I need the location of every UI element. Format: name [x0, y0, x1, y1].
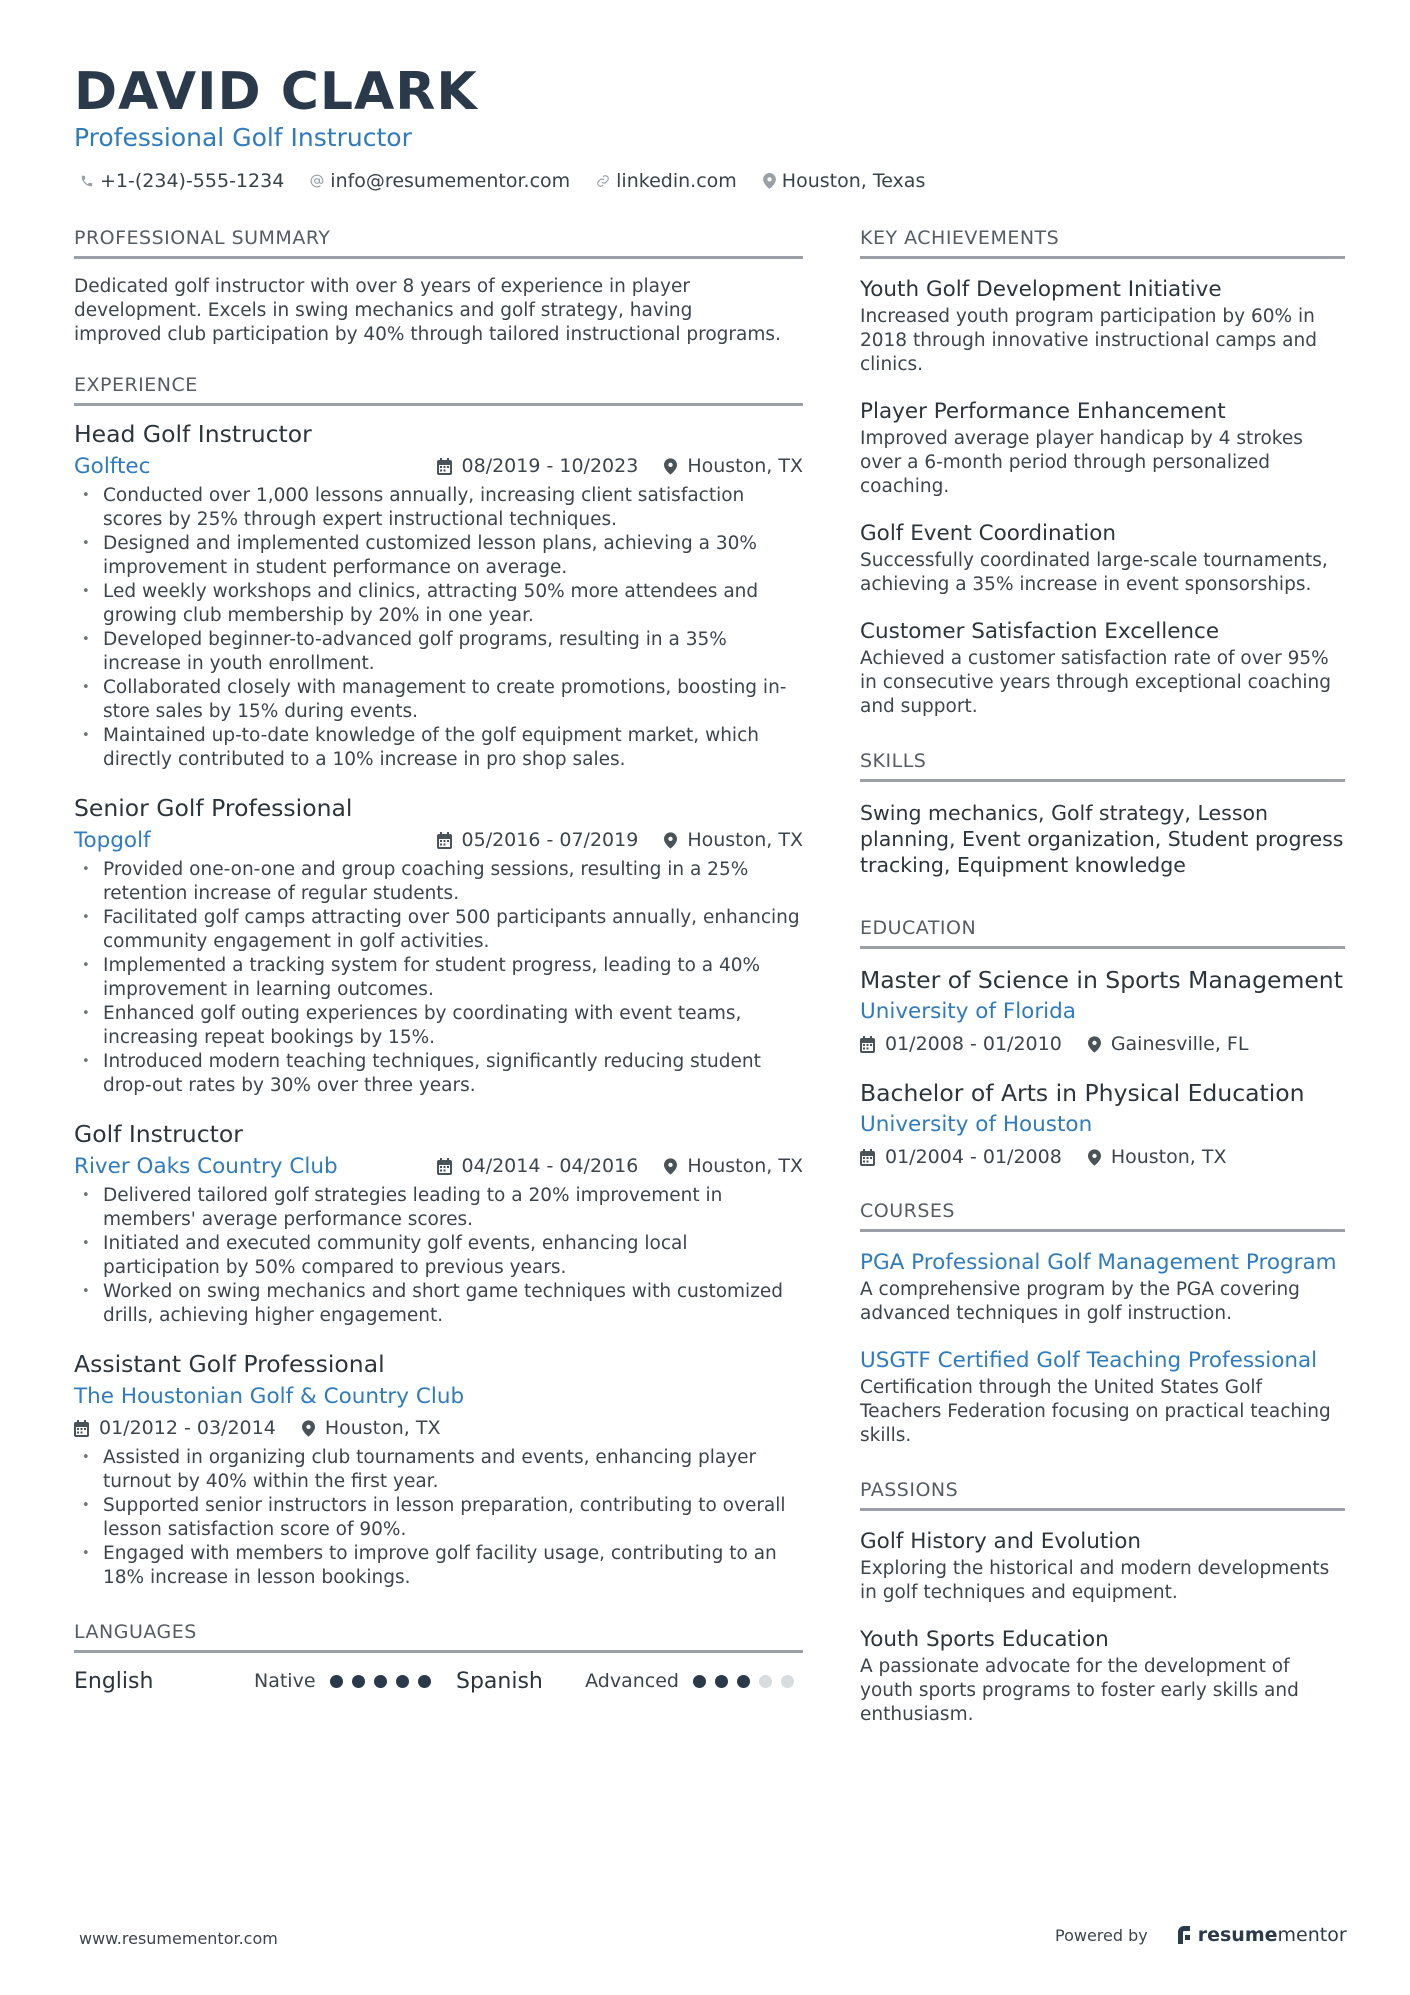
achievement-item: [860, 617, 1345, 719]
rating-dot-filled: [374, 1675, 387, 1688]
passion-item: [860, 1625, 1345, 1727]
job-dates-text: 05/2016 - 07/2019: [461, 829, 639, 851]
job-entry: [74, 1118, 803, 1328]
language-name: English: [74, 1668, 154, 1694]
passion-item: [860, 1527, 1345, 1605]
job-title: Senior Golf Professional: [74, 794, 353, 822]
footer-website[interactable]: www.resumementor.com: [79, 1929, 278, 1948]
bullet: • Facilitated golf camps attracting over 500 participants annually, enhancing community engagement in golf activities.: [74, 906, 803, 954]
languages-section: [74, 1620, 803, 1701]
education-location-text: Gainesville, FL: [1110, 1033, 1249, 1055]
skills-section: [860, 749, 1345, 878]
contact-location: [763, 170, 926, 192]
rating-dot-filled: [352, 1675, 365, 1688]
languages-list: [74, 1661, 803, 1701]
achievement-title: Golf Event Coordination: [860, 521, 1117, 546]
bullet: • Initiated and executed community golf events, enhancing local participation by 50% compared to previous years.: [74, 1232, 803, 1280]
job-title: Golf Instructor: [74, 1120, 243, 1148]
education-dates: [860, 1033, 1062, 1055]
rating-dot-filled: [396, 1675, 409, 1688]
bullet: • Enhanced golf outing experiences by coordinating with event teams, increasing repeat bookings by 15%.: [74, 1002, 803, 1050]
bullet: • Conducted over 1,000 lessons annually, increasing client satisfaction scores by 25% through expert instructional techniques.: [74, 484, 803, 532]
brand-rest: mentor: [1277, 1924, 1347, 1946]
email-text: info@resumementor.com: [330, 170, 571, 192]
bullet: • Led weekly workshops and clinics, attracting 50% more attendees and growing club membership by 20% in one year.: [74, 580, 803, 628]
map-pin-icon: [664, 458, 677, 475]
bullet: • Introduced modern teaching techniques, significantly reducing student drop-out rates by 30% over three years.: [74, 1050, 803, 1098]
rating-dot-filled: [693, 1675, 706, 1688]
achievement-text: Successfully coordinated large-scale tournaments, achieving a 35% increase in event sponsorships.: [860, 550, 1328, 595]
left-column: [74, 226, 803, 1701]
job-entry: [74, 1348, 803, 1590]
job-dates: [437, 1155, 639, 1177]
rating-dot-filled: [715, 1675, 728, 1688]
language-level: Advanced: [585, 1670, 679, 1692]
achievement-item: [860, 519, 1345, 597]
job-location: [664, 455, 803, 477]
rating-dot-empty: [759, 1675, 772, 1688]
education-dates-text: 01/2008 - 01/2010: [885, 1033, 1062, 1055]
course-title: PGA Professional Golf Management Program: [860, 1250, 1337, 1275]
calendar-icon: [437, 458, 452, 475]
job-location: [664, 1155, 803, 1177]
right-column: [860, 226, 1345, 1727]
job-company-line: [74, 824, 803, 856]
job-meta: [74, 1412, 803, 1444]
calendar-icon: [437, 832, 452, 849]
passion-text: A passionate advocate for the development of youth sports programs to foster early skills and enthusiasm.: [860, 1656, 1299, 1725]
candidate-name: DAVID CLARK: [74, 62, 478, 122]
skills-text: Swing mechanics, Golf strategy, Lesson planning, Event organization, Student progress tracking, Equipment knowledge: [860, 801, 1344, 877]
achievement-title: Player Performance Enhancement: [860, 399, 1226, 424]
education-school: University of Houston: [860, 1112, 1093, 1137]
language-rating: [693, 1675, 803, 1688]
rating-dot-filled: [737, 1675, 750, 1688]
passions-section: [860, 1478, 1345, 1727]
candidate-title: Professional Golf Instructor: [74, 123, 412, 152]
bullet: • Designed and implemented customized lesson plans, achieving a 30% improvement in student performance on average.: [74, 532, 803, 580]
course-title: USGTF Certified Golf Teaching Professional: [860, 1348, 1318, 1373]
passion-title: Youth Sports Education: [860, 1627, 1109, 1652]
job-location-text: Houston, TX: [324, 1417, 441, 1439]
map-pin-icon: [1088, 1149, 1101, 1166]
bullet: • Implemented a tracking system for student progress, leading to a 40% improvement in learning outcomes.: [74, 954, 803, 1002]
achievement-title: Customer Satisfaction Excellence: [860, 619, 1220, 644]
summary-section: [74, 226, 803, 347]
language-level: Native: [254, 1670, 316, 1692]
education-location: [1088, 1146, 1227, 1168]
job-meta: [437, 455, 803, 477]
contact-linkedin[interactable]: [596, 170, 737, 192]
calendar-icon: [74, 1420, 89, 1437]
location-text: Houston, Texas: [781, 170, 926, 192]
summary-heading: PROFESSIONAL SUMMARY: [74, 226, 803, 259]
job-title: Assistant Golf Professional: [74, 1350, 385, 1378]
calendar-icon: [437, 1158, 452, 1175]
company-name: The Houstonian Golf & Country Club: [74, 1383, 465, 1409]
passion-text: Exploring the historical and modern developments in golf techniques and equipment.: [860, 1558, 1330, 1603]
education-meta: [860, 1028, 1345, 1060]
job-bullets: [74, 858, 803, 1098]
education-degree: Bachelor of Arts in Physical Education: [860, 1079, 1305, 1107]
job-bullets: [74, 1184, 803, 1328]
education-school: University of Florida: [860, 999, 1076, 1024]
job-bullets: [74, 484, 803, 772]
courses-section: [860, 1199, 1345, 1448]
job-entry: [74, 792, 803, 1098]
achievement-item: [860, 397, 1345, 499]
rating-dot-empty: [781, 1675, 794, 1688]
summary-text: Dedicated golf instructor with over 8 years of experience in player development. Excels in swing mechanics and golf strategy, having improved club participation by 40% through tailored instructional programs.: [74, 276, 781, 345]
contact-bar: [80, 168, 951, 194]
powered-by-label: Powered by: [1055, 1925, 1148, 1945]
bullet: • Provided one-on-one and group coaching sessions, resulting in a 25% retention increase of regular students.: [74, 858, 803, 906]
achievements-heading: KEY ACHIEVEMENTS: [860, 226, 1345, 259]
calendar-icon: [860, 1149, 875, 1166]
education-item: [860, 1078, 1345, 1173]
education-item: [860, 965, 1345, 1060]
skills-heading: SKILLS: [860, 749, 1345, 782]
bullet: • Engaged with members to improve golf facility usage, contributing to an 18% increase in lesson bookings.: [74, 1542, 803, 1590]
job-location-text: Houston, TX: [687, 455, 803, 477]
map-pin-icon: [302, 1420, 315, 1437]
job-meta: [437, 1155, 803, 1177]
map-pin-icon: [664, 1158, 677, 1175]
education-degree: Master of Science in Sports Management: [860, 966, 1343, 994]
job-company-line: [74, 1380, 803, 1412]
brand-logo[interactable]: [1176, 1924, 1347, 1946]
bullet: • Collaborated closely with management to create promotions, boosting in-store sales by 15% during events.: [74, 676, 803, 724]
job-location-text: Houston, TX: [687, 829, 803, 851]
contact-email[interactable]: [310, 170, 570, 192]
language-item: [456, 1669, 803, 1694]
job-location: [302, 1417, 441, 1439]
experience-heading: EXPERIENCE: [74, 373, 803, 406]
job-dates: [74, 1417, 276, 1439]
language-rating: [330, 1675, 440, 1688]
bullet: • Assisted in organizing club tournaments and events, enhancing player turnout by 40% within the first year.: [74, 1446, 803, 1494]
job-location: [664, 829, 803, 851]
education-location: [1088, 1033, 1249, 1055]
education-location-text: Houston, TX: [1110, 1146, 1227, 1168]
achievement-text: Improved average player handicap by 4 strokes over a 6-month period through personalized coaching.: [860, 428, 1303, 497]
brand-bold: resume: [1197, 1924, 1278, 1946]
language-item: [74, 1669, 456, 1694]
job-dates: [437, 455, 639, 477]
bullet: • Maintained up-to-date knowledge of the golf equipment market, which directly contributed to a 10% increase in pro shop sales.: [74, 724, 803, 772]
company-name: Golftec: [74, 453, 151, 479]
job-company-line: [74, 450, 803, 482]
achievements-section: [860, 226, 1345, 719]
bullet: • Supported senior instructors in lesson preparation, contributing to overall lesson satisfaction score of 90%.: [74, 1494, 803, 1542]
job-dates-text: 01/2012 - 03/2014: [99, 1417, 276, 1439]
job-bullets: [74, 1446, 803, 1590]
phone-text: +1-(234)-555-1234: [100, 170, 285, 192]
bullet: • Developed beginner-to-advanced golf programs, resulting in a 35% increase in youth enrollment.: [74, 628, 803, 676]
achievement-title: Youth Golf Development Initiative: [860, 277, 1222, 302]
footer-powered: [1055, 1924, 1347, 1946]
calendar-icon: [860, 1036, 875, 1053]
job-entry: [74, 418, 803, 772]
achievement-text: Achieved a customer satisfaction rate of over 95% in consecutive years through exceptional coaching and support.: [860, 648, 1331, 717]
bullet: • Worked on swing mechanics and short game techniques with customized drills, achieving higher engagement.: [74, 1280, 803, 1328]
course-text: A comprehensive program by the PGA covering advanced techniques in golf instruction.: [860, 1279, 1300, 1324]
job-dates: [437, 829, 639, 851]
course-item: [860, 1248, 1345, 1326]
job-title: Head Golf Instructor: [74, 420, 312, 448]
phone-icon: [80, 174, 94, 188]
language-name: Spanish: [456, 1668, 543, 1694]
passions-heading: PASSIONS: [860, 1478, 1345, 1511]
education-section: [860, 916, 1345, 1173]
map-pin-icon: [1088, 1036, 1101, 1053]
course-text: Certification through the United States Golf Teachers Federation focusing on practical teaching skills.: [860, 1377, 1331, 1446]
passion-title: Golf History and Evolution: [860, 1529, 1142, 1554]
rating-dot-filled: [330, 1675, 343, 1688]
job-company-line: [74, 1150, 803, 1182]
resumementor-logo-icon: [1176, 1926, 1192, 1944]
job-meta: [437, 829, 803, 851]
link-icon: [596, 174, 610, 188]
map-pin-icon: [763, 173, 776, 189]
achievement-item: [860, 275, 1345, 377]
rating-dot-filled: [418, 1675, 431, 1688]
linkedin-text: linkedin.com: [616, 170, 737, 192]
job-dates-text: 08/2019 - 10/2023: [461, 455, 639, 477]
bullet: • Delivered tailored golf strategies leading to a 20% improvement in members' average performance scores.: [74, 1184, 803, 1232]
job-dates-text: 04/2014 - 04/2016: [461, 1155, 639, 1177]
experience-section: [74, 373, 803, 1590]
languages-heading: LANGUAGES: [74, 1620, 803, 1653]
at-sign-icon: [310, 174, 324, 188]
map-pin-icon: [664, 832, 677, 849]
achievement-text: Increased youth program participation by 60% in 2018 through innovative instructional camps and clinics.: [860, 306, 1317, 375]
education-dates-text: 01/2004 - 01/2008: [885, 1146, 1062, 1168]
contact-phone[interactable]: [80, 170, 284, 192]
company-name: Topgolf: [74, 827, 151, 853]
education-dates: [860, 1146, 1062, 1168]
job-location-text: Houston, TX: [687, 1155, 803, 1177]
course-item: [860, 1346, 1345, 1448]
education-heading: EDUCATION: [860, 916, 1345, 949]
education-meta: [860, 1141, 1345, 1173]
company-name: River Oaks Country Club: [74, 1153, 338, 1179]
courses-heading: COURSES: [860, 1199, 1345, 1232]
